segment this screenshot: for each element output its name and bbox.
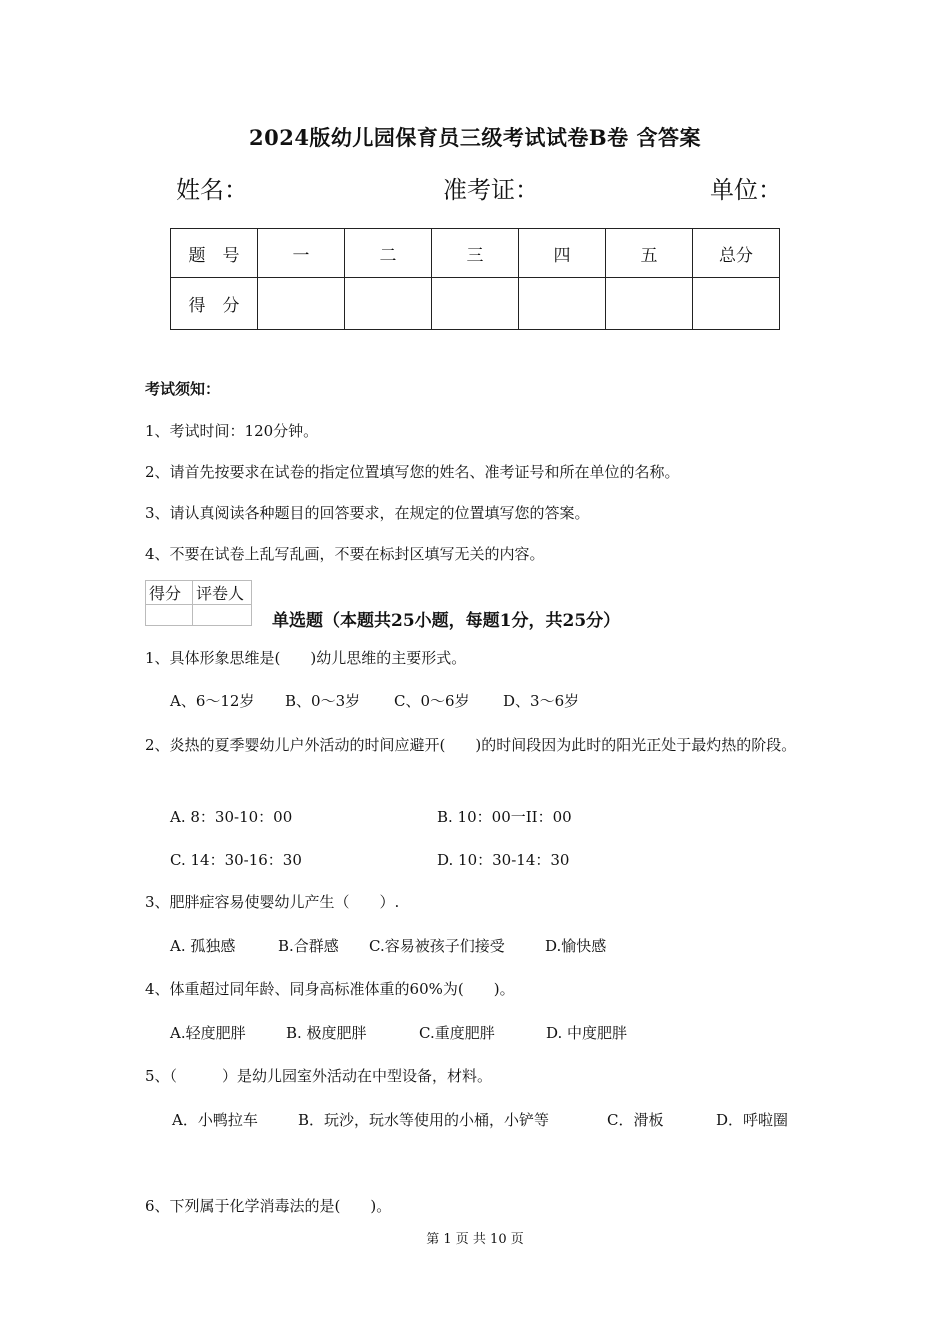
section-title: 单选题（本题共25小题，每题1分，共25分） — [272, 611, 621, 631]
question-2-option-a: A. 8：30-10：00 — [170, 808, 293, 826]
score-table — [170, 228, 780, 330]
score-table-cell — [693, 278, 780, 330]
score-table-cell — [258, 278, 345, 330]
score-table-cell: 二 — [345, 229, 432, 278]
grader-score-cell — [146, 605, 193, 626]
question-1-option-c: C、0～6岁 — [394, 692, 470, 710]
question-5-option-d: D．呼啦圈 — [716, 1111, 789, 1129]
question-3-option-c: C.容易被孩子们接受 — [369, 937, 505, 955]
question-1-option-d: D、3～6岁 — [503, 692, 580, 710]
name-field-label: 姓名： — [176, 176, 248, 204]
question-4-option-b: B. 极度肥胖 — [286, 1024, 367, 1042]
notice-item: 2、请首先按要求在试卷的指定位置填写您的姓名、准考证号和所在单位的名称。 — [145, 463, 680, 481]
question-2-option-d: D. 10：30-14：30 — [437, 851, 570, 869]
question-4-option-a: A.轻度肥胖 — [170, 1024, 246, 1042]
question-5-option-c: C．滑板 — [607, 1111, 664, 1129]
score-table-cell: 五 — [606, 229, 693, 278]
question-3: 3、肥胖症容易使婴幼儿产生（ ）. — [145, 893, 400, 911]
notice-item: 3、请认真阅读各种题目的回答要求，在规定的位置填写您的答案。 — [145, 504, 590, 522]
score-table-cell: 四 — [519, 229, 606, 278]
question-1-option-a: A、6～12岁 — [170, 692, 255, 710]
grader-score-label: 得分 — [146, 581, 193, 605]
question-1-option-b: B、0～3岁 — [285, 692, 361, 710]
score-table-cell — [345, 278, 432, 330]
score-table-cell: 三 — [432, 229, 519, 278]
score-table-cell — [432, 278, 519, 330]
page-footer: 第 1 页 共 10 页 — [426, 1232, 524, 1247]
question-2: 2、炎热的夏季婴幼儿户外活动的时间应避开( )的时间段因为此时的阳光正处于最灼热的阶段。 — [145, 736, 797, 754]
score-table-cell — [519, 278, 606, 330]
score-table-cell: 总分 — [693, 229, 780, 278]
question-3-option-d: D.愉快感 — [545, 937, 607, 955]
notice-item: 4、不要在试卷上乱写乱画，不要在标封区填写无关的内容。 — [145, 545, 545, 563]
question-4-option-c: C.重度肥胖 — [419, 1024, 495, 1042]
question-3-option-b: B.合群感 — [278, 937, 339, 955]
score-table-cell: 得 分 — [171, 278, 258, 330]
question-4: 4、体重超过同年龄、同身高标准体重的60%为( )。 — [145, 980, 515, 998]
grader-reviewer-label: 评卷人 — [193, 581, 252, 605]
notice-title: 考试须知： — [145, 380, 221, 398]
grader-box — [145, 580, 252, 626]
notice-item: 1、考试时间：120分钟。 — [145, 422, 319, 440]
question-4-option-d: D. 中度肥胖 — [546, 1024, 628, 1042]
score-table-score-row — [171, 278, 780, 330]
question-5-option-a: A．小鸭拉车 — [172, 1111, 258, 1129]
score-table-cell — [606, 278, 693, 330]
question-5: 5、（ ）是幼儿园室外活动在中型设备，材料。 — [145, 1067, 493, 1085]
question-6: 6、下列属于化学消毒法的是( )。 — [145, 1197, 392, 1215]
question-2-option-c: C. 14：30-16：30 — [170, 851, 302, 869]
score-table-header-row — [171, 229, 780, 278]
exam-number-field-label: 准考证： — [443, 176, 539, 204]
score-table-cell: 一 — [258, 229, 345, 278]
question-5-option-b: B．玩沙，玩水等使用的小桶，小铲等 — [298, 1111, 550, 1129]
grader-reviewer-cell — [193, 605, 252, 626]
question-3-option-a: A. 孤独感 — [170, 937, 236, 955]
question-1: 1、具体形象思维是( )幼儿思维的主要形式。 — [145, 649, 467, 667]
candidate-info — [0, 170, 950, 206]
unit-field-label: 单位： — [710, 176, 782, 204]
score-table-cell: 题 号 — [171, 229, 258, 278]
exam-title: 2024版幼儿园保育员三级考试试卷B卷 含答案 — [248, 125, 701, 150]
question-2-option-b: B. 10：00一II：00 — [437, 808, 572, 826]
